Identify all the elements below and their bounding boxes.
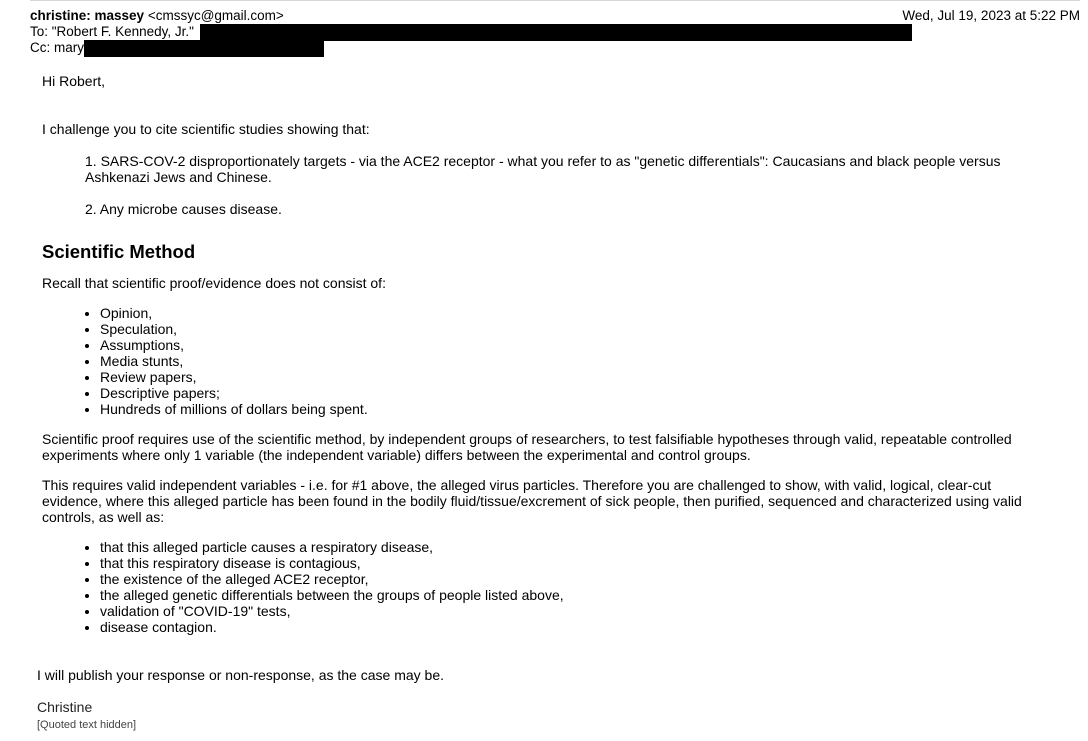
list-item: • Speculation,	[100, 321, 1042, 337]
show-list	[42, 539, 1042, 635]
list-item: • that this alleged particle causes a respiratory disease,	[100, 539, 1042, 555]
list-item: • Descriptive papers;	[100, 385, 1042, 401]
not-evidence-list	[42, 305, 1042, 417]
sender-name: christine: massey	[30, 8, 145, 23]
numbered-challenges	[42, 153, 1042, 217]
sender-email: <cmssyc@gmail.com>	[147, 8, 284, 23]
to-row	[30, 24, 1080, 40]
challenge-item-2: 2. Any microbe causes disease.	[85, 201, 282, 217]
proof-paragraph: Scientific proof requires use of the scientific method, by independent groups of researchers, to test falsifiable hypotheses through valid, repeatable controlled experiments where only 1 variable (the independent variable) differs between the experimental and control groups.	[42, 431, 1012, 463]
list-item: • Opinion,	[100, 305, 1042, 321]
from-row	[30, 8, 1080, 24]
top-divider	[30, 0, 1080, 1]
greeting: Hi Robert,	[42, 73, 106, 89]
requires-paragraph: This requires valid independent variables - i.e. for #1 above, the alleged virus particles. Therefore you are challenged to show, with valid, logical, clear-cut evidence, where this alleged particle has been found in the bodily fluid/tissue/excrement of sick people, then purified, sequenced and characterized using valid controls, as well as:	[42, 477, 1022, 525]
challenge-text: I challenge you to cite scientific studies showing that:	[42, 121, 370, 137]
redaction-bar-to	[200, 24, 912, 41]
list-item: • Assumptions,	[100, 337, 1042, 353]
email-body	[42, 73, 1042, 635]
redaction-bar-cc	[84, 40, 324, 57]
list-item: • the existence of the alleged ACE2 receptor,	[100, 571, 1042, 587]
challenge-item-1: 1. SARS-COV-2 disproportionately targets - via the ACE2 receptor - what you refer to as "genetic differentials": Caucasians and black people versus Ashkenazi Jews and Chinese.	[85, 153, 1001, 185]
quoted-text-toggle[interactable]: [Quoted text hidden]	[37, 719, 137, 731]
signature: Christine	[37, 699, 93, 715]
to-recipients: To: "Robert F. Kennedy, Jr."	[30, 24, 194, 39]
list-item: • the alleged genetic differentials between the groups of people listed above,	[100, 587, 1042, 603]
cc-row	[30, 40, 1080, 56]
email-header	[30, 8, 1080, 56]
list-item: • that this respiratory disease is contagious,	[100, 555, 1042, 571]
publish-text: I will publish your response or non-response, as the case may be.	[37, 667, 444, 683]
list-item: • Media stunts,	[100, 353, 1042, 369]
list-item: • Review papers,	[100, 369, 1042, 385]
list-item: • disease contagion.	[100, 619, 1042, 635]
recall-text: Recall that scientific proof/evidence does not consist of:	[42, 275, 386, 291]
section-heading: Scientific Method	[42, 241, 196, 262]
list-item: • Hundreds of millions of dollars being spent.	[100, 401, 1042, 417]
cc-recipients: Cc: mary	[30, 40, 84, 55]
list-item: • validation of "COVID-19" tests,	[100, 603, 1042, 619]
sent-date: Wed, Jul 19, 2023 at 5:22 PM	[902, 8, 1080, 23]
